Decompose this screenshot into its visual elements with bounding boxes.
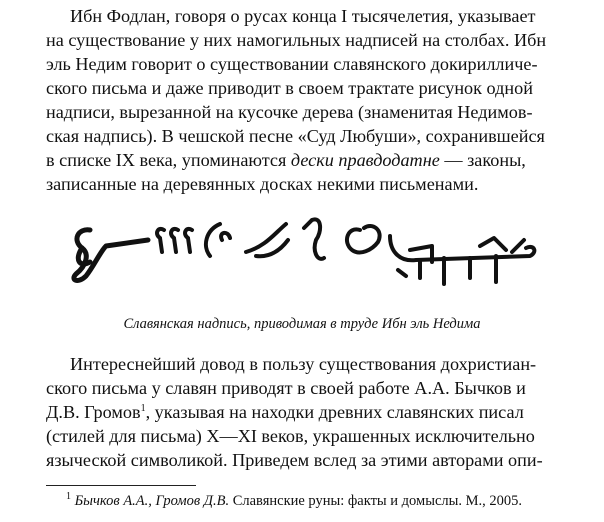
text-segment: Д.В. Громов	[46, 402, 141, 422]
text-line: (стилей для письма) X—XI веков, украшенных исключительно	[46, 426, 535, 446]
figure-caption: Славянская надпись, приводимая в труде Ибн эль Недима	[123, 316, 481, 332]
footnote	[66, 493, 566, 510]
text-line: Ибн Фодлан, говоря о русах конца I тысячелетия, указывает	[70, 6, 536, 26]
footnote-reference[interactable]: 1	[140, 402, 146, 414]
text-segment: — законы,	[439, 150, 526, 170]
text-line	[46, 400, 558, 424]
text-line: надписи, вырезанной на кусочке дерева (знаменитая Недимов-	[46, 102, 533, 122]
text-segment: в списке IX века, упоминаются	[46, 150, 291, 170]
text-line: ского письма у славян приводят в своей работе А.А. Бычков и	[46, 378, 526, 398]
paragraph-2	[46, 352, 558, 472]
text-line: эль Недим говорит о существовании славянского докирилличе-	[46, 54, 538, 74]
footnote-authors: Бычков А.А., Громов Д.В.	[74, 493, 230, 509]
paragraph-1	[46, 4, 558, 196]
text-line: на существование у них намогильных надписей на столбах. Ибн	[46, 30, 547, 50]
footnote-divider	[46, 485, 196, 486]
text-line	[46, 148, 558, 172]
text-line: ского письма и даже приводит в своем трактате рисунок одной	[46, 78, 533, 98]
text-segment: , указывая на находки древних славянских писал	[145, 402, 524, 422]
italic-term: дески правдодатне	[290, 150, 440, 170]
text-line: Интереснейший довод в пользу существования дохристиан-	[70, 354, 537, 374]
nedim-inscription-figure	[60, 200, 550, 310]
text-line: ская надпись). В чешской песне «Суд Любуши», сохранившейся	[46, 126, 545, 146]
footnote-text: Славянские руны: факты и домыслы. М., 2005.	[229, 493, 522, 509]
text-line: языческой символикой. Приведем вслед за этими авторами опи-	[46, 450, 543, 470]
footnote-number: 1	[66, 491, 71, 503]
text-line: записанные на деревянных досках некими письменами.	[46, 174, 479, 194]
